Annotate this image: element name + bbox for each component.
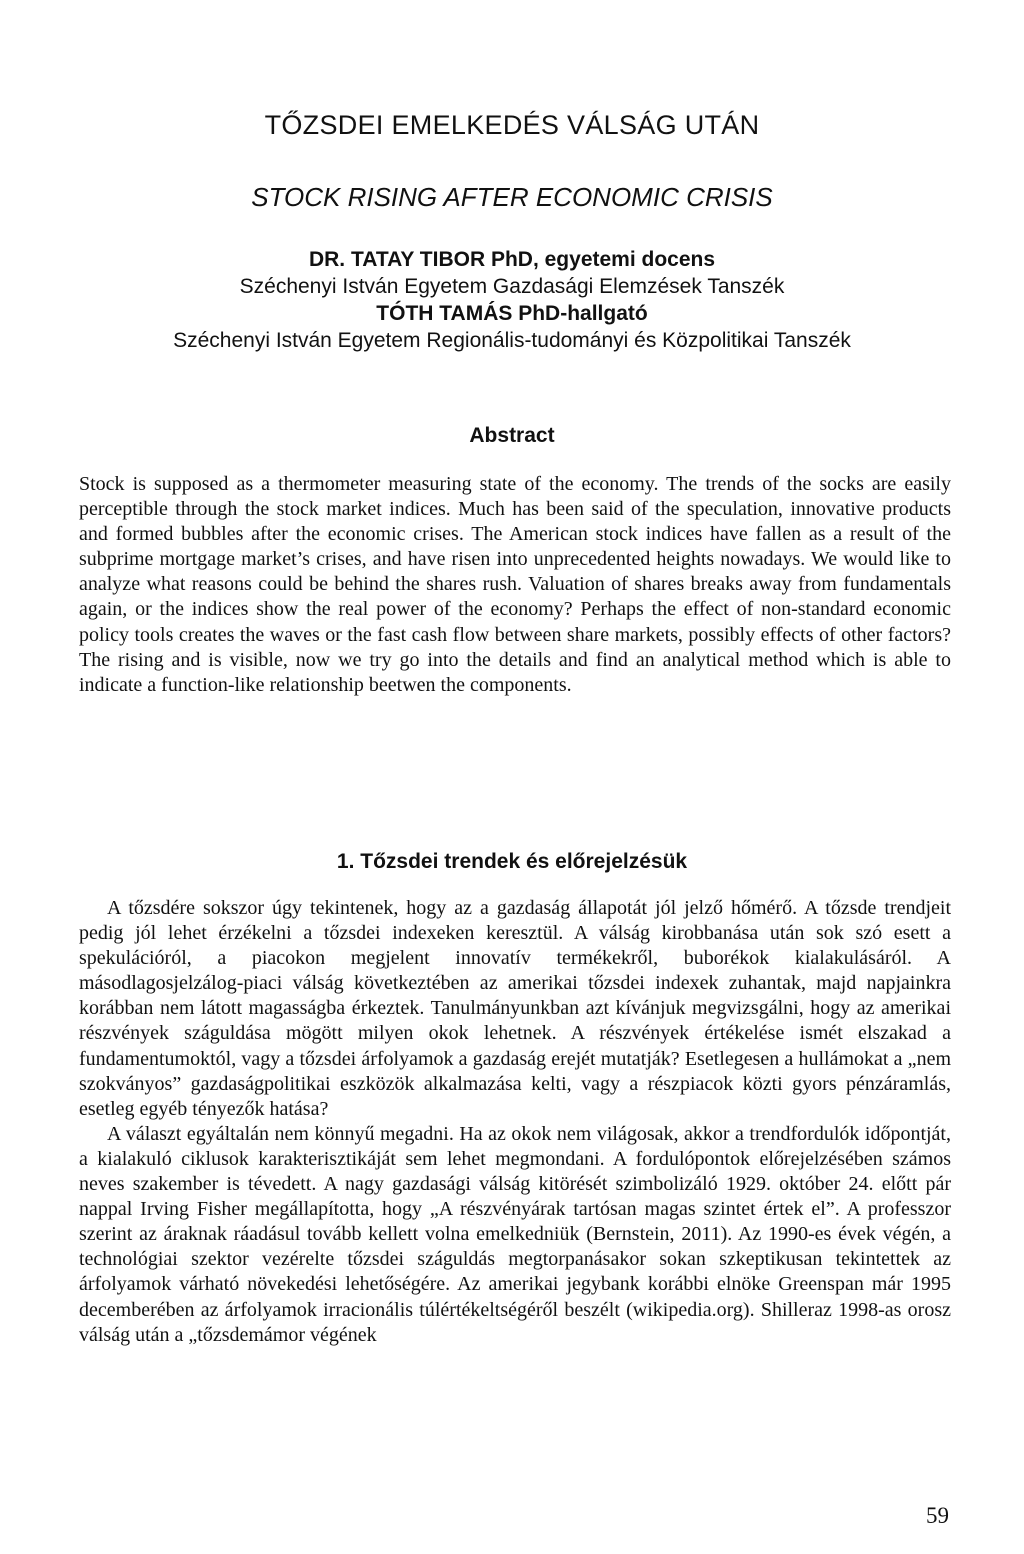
author-2: TÓTH TAMÁS PhD-hallgató <box>376 302 648 325</box>
abstract-text: Stock is supposed as a thermometer measuring state of the economy. The trends of the socks are easily perceptible through the stock market indices. Much has been said of the speculation, innovative products and formed bubbles after the economic crises. The American stock indices have fallen as a result of the subprime mortgage market’s crises, and have risen into unprecedented heights nowadays. We would like to analyze what reasons could be behind the shares rush. Valuation of shares breaks away from fundamentals again, or the indices show the real power of the economy? Perhaps the effect of non-standard economic policy tools creates the waves or the fast cash flow between share markets, possibly effects of other factors? The rising and is visible, now we try go into the details and find an analytical method which is able to indicate a function-like relationship beetwen the components. <box>79 473 951 696</box>
paper-subtitle: STOCK RISING AFTER ECONOMIC CRISIS <box>251 182 773 212</box>
page-number: 59 <box>926 1503 949 1528</box>
paragraph: A tőzsdére sokszor úgy tekintenek, hogy az a gazdaság állapotát jól jelző hőmérő. A tőzsde trendjeit pedig jól lehet érzékelni a tőzsdei indexeken keresztül. A válság kirobbanása után sok szó esett a spekulációról, a piacokon megjelent innovatív termékekről, buborékok kialakulásáról. A másodlagosjelzálog-piaci válság következtében az amerikai tőzsdei indexek zuhantak, majd napjainkra korábban nem látott magasságba érkeztek. Tanulmányunkban azt kívánjuk megvizsgálni, hogy az amerikai részvények száguldása mögött milyen okok lehetnek. A részvények értékelése ismét elszakad a fundamentumoktól, vagy a tőzsdei árfolyamok a gazdaság erejét mutatják? Esetlegesen a hullámokat a „nem szokványos” gazdaságpolitikai eszközök alkalmazása kelti, vagy a részpiacok közti gyors pénzáramlás, esetleg egyéb tényezők hatása? <box>79 897 951 1120</box>
paper-title: TŐZSDEI EMELKEDÉS VÁLSÁG UTÁN <box>264 110 760 140</box>
affiliation-1: Széchenyi István Egyetem Gazdasági Elemzések Tanszék <box>239 275 785 298</box>
author-block <box>0 246 1024 354</box>
author-1: DR. TATAY TIBOR PhD, egyetemi docens <box>308 248 716 271</box>
section-body <box>79 896 951 1348</box>
paragraph: A választ egyáltalán nem könnyű megadni. Ha az okok nem világosak, akkor a trendfordulók időpontját, a kialakuló ciklusok karakterisztikáját sem lehet megmondani. A fordulópontok előrejelzésében számos neves szakember is tévedett. A nagy gazdasági válság kitörését szimbolizáló 1929. október 24. előtt pár nappal Irving Fisher megállapította, hogy „A részvényárak tartósan magas szintet értek el”. A professzor szerint az áraknak ráadásul tovább kellett volna emelkedniük (Bernstein, 2011). Az 1990-es évek végén, a technológiai szektor vezérelte tőzsdei száguldás megtorpanásakor sokan szkeptikusan tekintettek az árfolyamok várható növekedési lehetőségére. Az amerikai jegybank korábbi elnöke Greenspan már 1995 decemberében az árfolyamok irracionális túlértékeltségéről beszélt (wikipedia.org). Shilleraz 1998-as orosz válság után a „tőzsdemámor végének <box>79 1122 951 1346</box>
abstract-heading: Abstract <box>469 424 555 447</box>
affiliation-2: Széchenyi István Egyetem Regionális-tudományi és Közpolitikai Tanszék <box>173 329 851 352</box>
section-heading: 1. Tőzsdei trendek és előrejelzésük <box>336 850 688 873</box>
